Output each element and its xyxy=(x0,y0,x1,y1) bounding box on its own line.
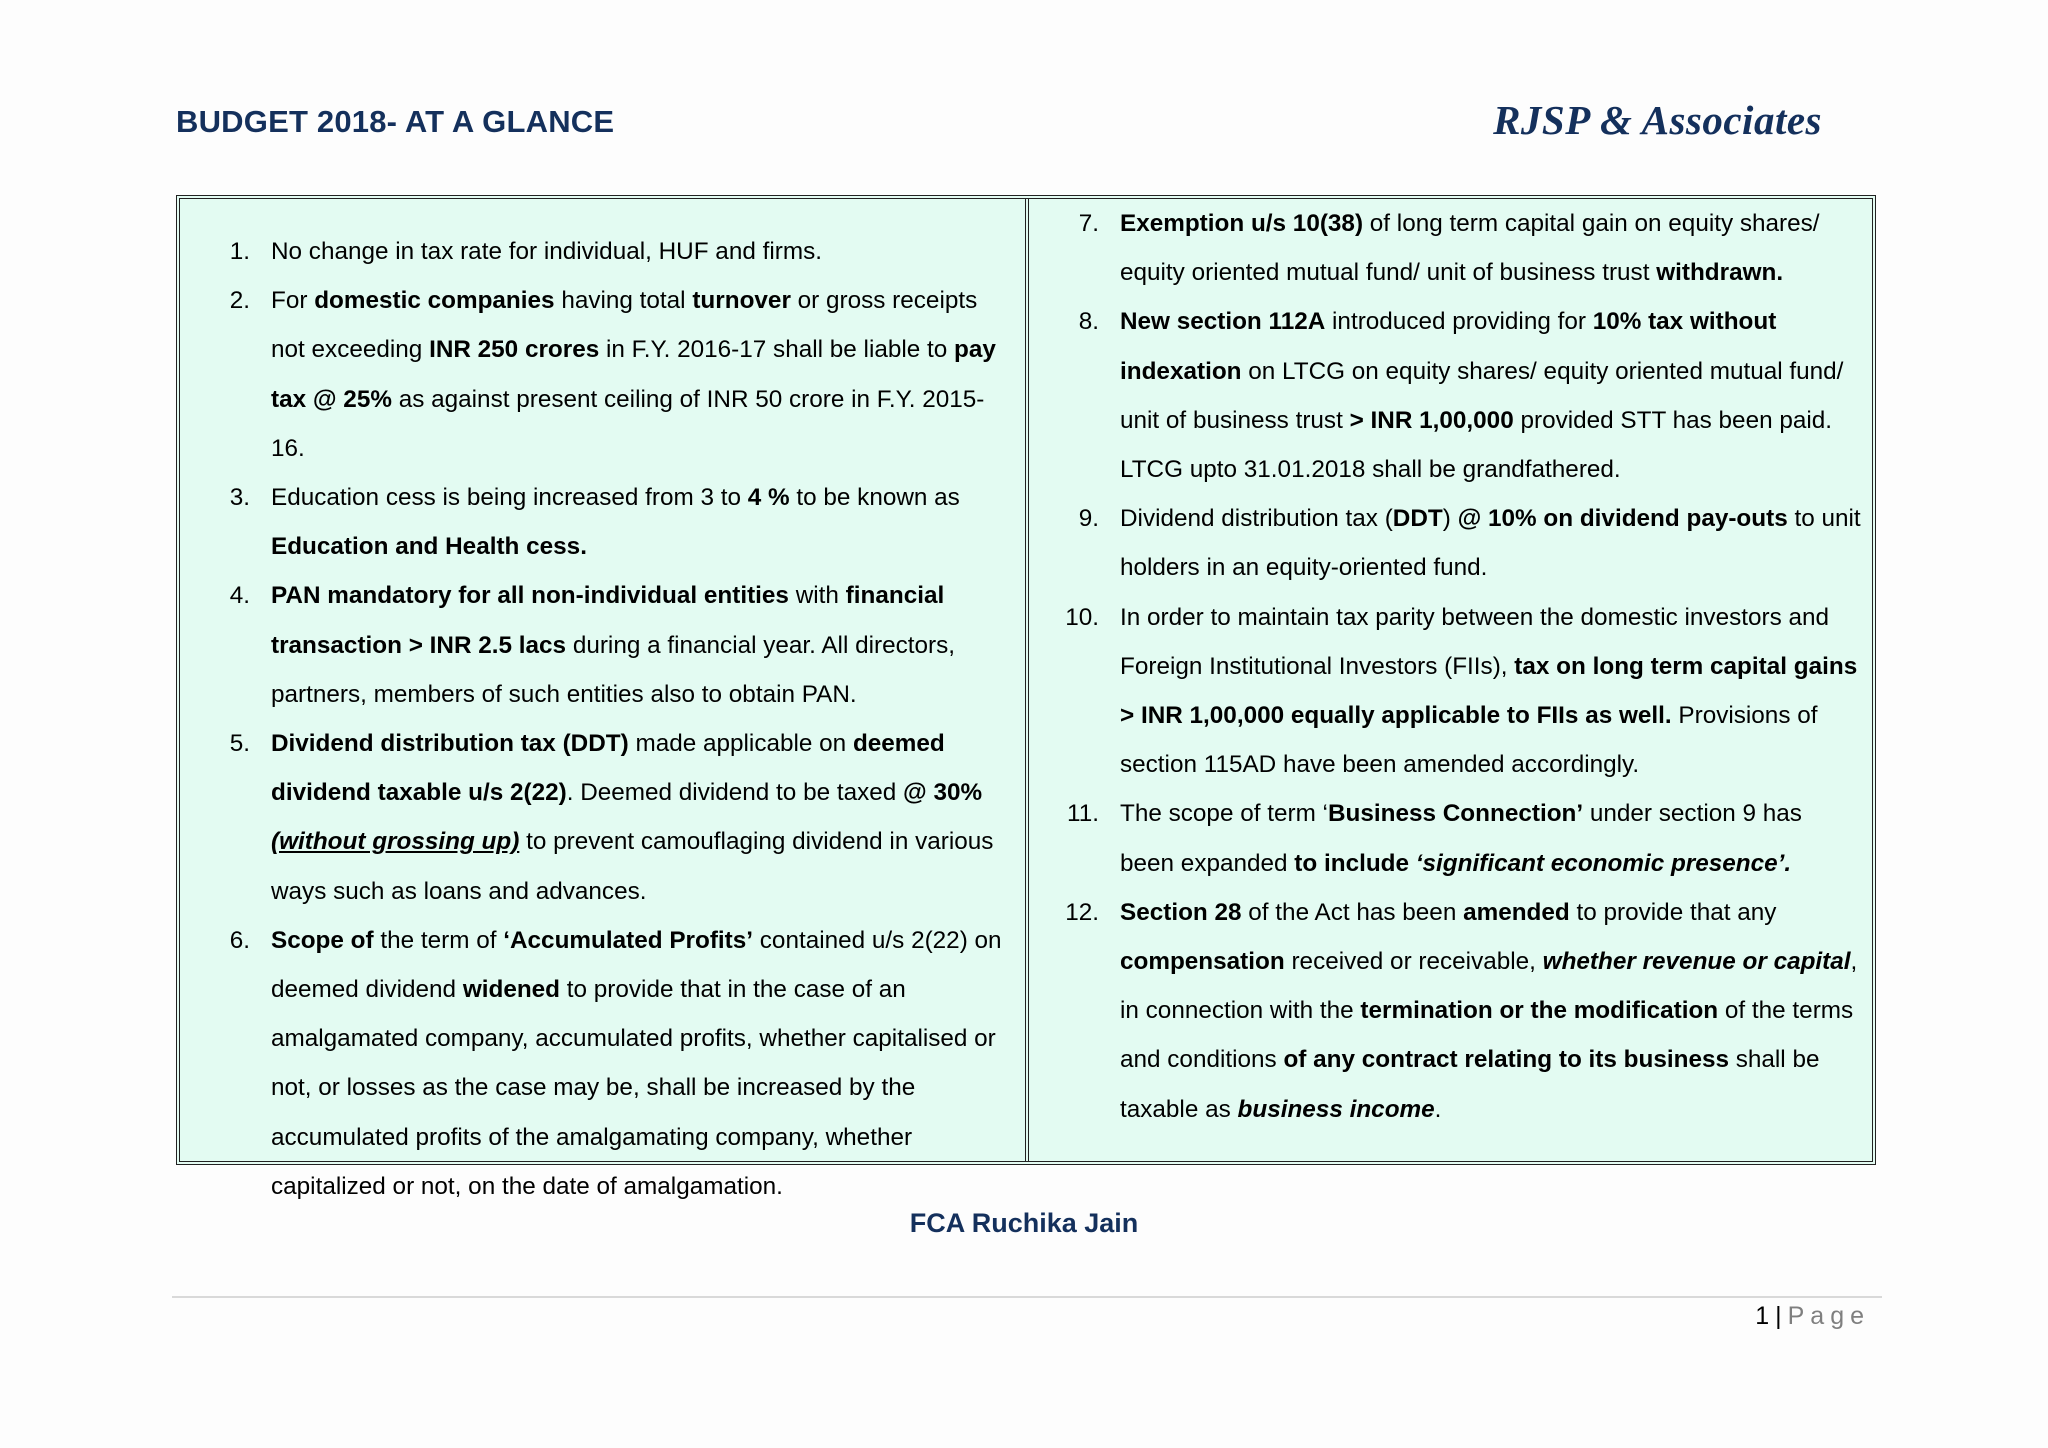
item-text-segment: of any contract relating to its business xyxy=(1283,1046,1729,1074)
item-text-segment: deemed dividend taxable u/s 2(22) xyxy=(271,730,945,807)
list-item xyxy=(180,227,1015,276)
document-title: BUDGET 2018- AT A GLANCE xyxy=(176,104,615,139)
item-text-segment: @ 30% xyxy=(903,779,983,807)
item-text-segment: of long term capital gain on equity shares/ equity oriented mutual fund/ unit of business trust xyxy=(1120,210,1820,287)
item-number: 5. xyxy=(229,730,250,758)
item-text-segment: contained u/s 2(22) on deemed dividend xyxy=(271,926,1002,1004)
item-text-segment: or gross receipts not exceeding xyxy=(271,287,978,364)
item-text-segment: 10% tax without indexation xyxy=(1120,308,1777,385)
item-text-segment: termination or the modification xyxy=(1360,997,1719,1025)
item-text-segment: For xyxy=(271,287,315,315)
list-item xyxy=(1029,199,1862,297)
item-text-segment: > INR 1,00,000 xyxy=(1349,406,1514,434)
item-number: 8. xyxy=(1078,308,1099,336)
item-text-segment: 4 % xyxy=(747,484,790,512)
item-text-segment: the term of xyxy=(373,926,504,954)
summary-table xyxy=(176,195,1876,1200)
item-text-segment: Exemption u/s 10(38) xyxy=(1120,210,1364,237)
item-text-segment: Section 28 xyxy=(1120,898,1242,926)
firm-name: RJSP & Associates xyxy=(1493,97,1822,143)
item-number: 4. xyxy=(229,582,250,610)
item-text-segment: having total xyxy=(554,287,693,315)
item-text-segment: Education and Health cess. xyxy=(271,533,587,561)
item-text-segment: Business Connection’ xyxy=(1327,800,1584,828)
right-column xyxy=(1029,199,1872,1161)
list-item xyxy=(180,916,1015,1211)
item-text-segment: INR 250 crores xyxy=(429,336,600,364)
item-number: 7. xyxy=(1078,210,1099,237)
item-text-segment: . xyxy=(1434,1095,1442,1123)
list-item xyxy=(1029,494,1862,592)
item-text-segment: In order to maintain tax parity between the domestic investors and Foreign Institutional Investors (FIIs), xyxy=(1120,603,1830,680)
item-text-segment: widened xyxy=(462,976,561,1004)
item-text-segment: business income xyxy=(1237,1095,1435,1123)
item-text-segment: Dividend distribution tax ( xyxy=(1120,505,1393,533)
item-text-segment: to unit holders in an equity-oriented fund. xyxy=(1120,505,1861,582)
item-text-segment: introduced providing for xyxy=(1325,308,1593,336)
item-text-segment: during a financial year. All directors, partners, members of such entities also to obtain PAN. xyxy=(271,631,956,708)
item-text-segment: ‘Accumulated Profits’ xyxy=(503,926,754,954)
list-item xyxy=(180,719,1015,916)
item-text-segment: DDT xyxy=(1392,505,1443,533)
item-text-segment: ) xyxy=(1442,505,1458,533)
item-text-segment: on LTCG on equity shares/ equity oriented mutual fund/ unit of business trust xyxy=(1120,357,1844,434)
item-text-segment: to provide that in the case of an amalgamated company, accumulated profits, whether capitalised or not, or losses as the case may be, shall be increased by the accumulated profits of the amalgamating company, whether capitalized or not, on the date of amalgamation. xyxy=(271,976,996,1200)
item-number: 3. xyxy=(229,484,250,512)
item-text-segment: @ 10% on dividend pay-outs xyxy=(1457,505,1788,533)
item-text-segment: domestic companies xyxy=(314,287,555,315)
item-text-segment: turnover xyxy=(692,287,791,315)
item-text-segment: to provide that any xyxy=(1569,898,1777,926)
footer-divider xyxy=(172,1296,1882,1298)
item-text-segment: to prevent camouflaging dividend in various ways such as loans and advances. xyxy=(271,828,994,905)
item-text-segment: whether revenue or capital xyxy=(1542,948,1851,976)
item-number: 11. xyxy=(1067,800,1099,828)
item-text-segment: , in connection with the xyxy=(1120,948,1858,1025)
item-text-segment: to include xyxy=(1294,849,1416,877)
item-text-segment: (without grossing up) xyxy=(271,828,520,856)
item-text-segment: pay tax @ 25% xyxy=(271,336,996,413)
item-text-segment: to be known as xyxy=(789,484,960,512)
item-text-segment: of the Act has been xyxy=(1241,898,1464,926)
item-text-segment: shall be taxable as xyxy=(1120,1046,1820,1123)
item-text-segment: PAN mandatory for all non-individual entities xyxy=(271,582,789,610)
item-text-segment: Scope of xyxy=(271,926,374,954)
left-item-list xyxy=(180,227,1015,1211)
item-text-segment: with xyxy=(788,582,846,610)
item-text-segment: of the terms and conditions xyxy=(1120,997,1854,1074)
author-name: FCA Ruchika Jain xyxy=(909,1208,1139,1238)
item-text-segment: made applicable on xyxy=(628,730,853,758)
item-number: 6. xyxy=(229,926,250,954)
item-text-segment: Provisions of section 115AD have been amended accordingly. xyxy=(1120,702,1818,779)
item-text-segment: ‘significant economic presence’. xyxy=(1415,849,1792,877)
item-text-segment: as against present ceiling of INR 50 crore in F.Y. 2015-16. xyxy=(271,385,985,462)
item-text-segment: Education cess is being increased from 3 to xyxy=(271,484,748,512)
item-text-segment: under section 9 has been expanded xyxy=(1120,800,1802,877)
item-number: 2. xyxy=(229,287,250,315)
item-text-segment: compensation xyxy=(1120,948,1285,976)
item-number: 12. xyxy=(1065,898,1099,926)
list-item xyxy=(1029,297,1862,494)
page-word: Page xyxy=(1787,1302,1870,1330)
list-item xyxy=(1029,593,1862,790)
item-text-segment: provided STT has been paid. LTCG upto 31.01.2018 shall be grandfathered. xyxy=(1120,406,1833,484)
item-text-segment: financial transaction > INR 2.5 lacs xyxy=(271,582,945,659)
list-item xyxy=(180,571,1015,719)
page-number: 1 xyxy=(1755,1302,1770,1330)
item-text-segment: tax on long term capital gains > INR 1,00,000 equally applicable to FIIs as well. xyxy=(1120,652,1858,730)
item-number: 10. xyxy=(1065,603,1099,631)
item-text-segment: withdrawn. xyxy=(1656,259,1784,287)
item-number: 1. xyxy=(229,238,250,265)
item-text-segment: in F.Y. 2016-17 shall be liable to xyxy=(599,336,955,364)
item-number: 9. xyxy=(1078,505,1099,533)
right-item-list xyxy=(1029,199,1862,1134)
item-text-segment: . Deemed dividend to be taxed xyxy=(566,779,904,807)
page-number-footer xyxy=(1755,1302,1870,1331)
left-column xyxy=(180,199,1029,1200)
list-item xyxy=(180,276,1015,473)
item-text-segment: Dividend distribution tax (DDT) xyxy=(271,730,629,758)
list-item xyxy=(180,473,1015,571)
page-separator: | xyxy=(1775,1302,1782,1330)
list-item xyxy=(1029,888,1862,1134)
item-text-segment: No change in tax rate for individual, HUF and firms. xyxy=(271,238,822,265)
list-item xyxy=(1029,789,1862,887)
item-text-segment: amended xyxy=(1463,898,1570,926)
item-text-segment: The scope of term ‘ xyxy=(1120,800,1328,828)
item-text-segment: received or receivable, xyxy=(1284,948,1543,976)
item-text-segment: New section 112A xyxy=(1120,308,1326,336)
